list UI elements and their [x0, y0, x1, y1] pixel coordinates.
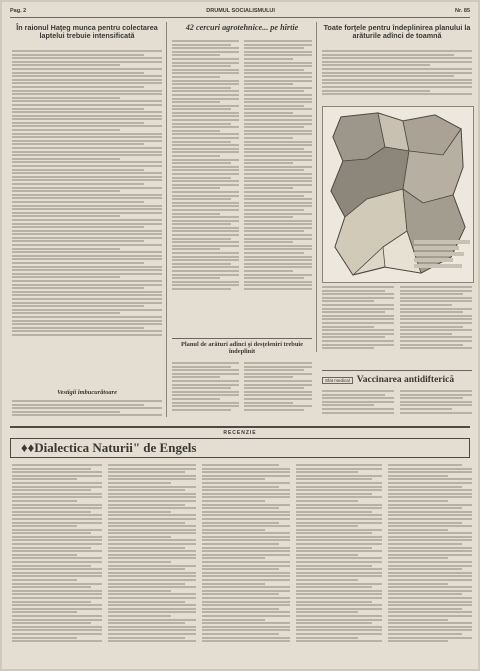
- header-rule: [10, 17, 470, 18]
- article-haieg-title: În raionul Haţeg munca pentru colectarea laptelui trebuie intensificată: [16, 23, 158, 40]
- issue-number: Nr. 85: [455, 8, 470, 14]
- column-rule: [166, 22, 167, 417]
- article-vaccinare-body-col2: [400, 390, 472, 420]
- article-aratura-body-col1: [322, 286, 394, 366]
- review-kicker: RECENZIE: [223, 430, 257, 436]
- review-body-col2: [108, 464, 196, 664]
- article-planul-body-col2: [244, 362, 312, 422]
- article-vaccinare-body-col1: [322, 390, 394, 420]
- article-aratura-body-col2: [400, 286, 472, 366]
- section-rule: [322, 370, 472, 371]
- section-rule: [172, 338, 312, 339]
- article-vestigii-body: [12, 400, 162, 422]
- article-cercuri-title: 42 cercuri agrotehnice... pe hîrtie: [185, 23, 299, 32]
- review-body-col3: [202, 464, 290, 664]
- review-body-col5: [388, 464, 472, 664]
- article-cercuri-body-col2: [244, 40, 312, 335]
- article-vaccinare-header: [322, 374, 472, 386]
- column-rule: [316, 22, 317, 352]
- newspaper-name: DRUMUL SOCIALISMULUI: [206, 8, 275, 14]
- newspaper-page: [2, 2, 478, 669]
- map-legend: [414, 240, 470, 278]
- article-planul-title: Planul de arături adînci şi desţeleniri trebuie îndeplinit: [180, 341, 303, 355]
- page-number: Pag. 2: [10, 8, 27, 14]
- review-rule-top: [10, 426, 470, 428]
- review-title: ♦♦Dialectica Naturii" de Engels: [10, 438, 470, 458]
- article-aratura-title: Toate forţele pentru îndeplinirea planului la arăturile adînci de toamnă: [323, 23, 471, 40]
- article-haieg-body: [12, 50, 162, 400]
- article-vestigii-title: Vestigii îmbucurătoare: [57, 389, 117, 396]
- article-cercuri-body-col1: [172, 40, 239, 335]
- article-aratura-lead: [322, 50, 472, 102]
- article-vaccinare-kicker: Sfat medical: [322, 377, 353, 384]
- review-body-col4: [296, 464, 382, 664]
- page-header: [10, 6, 470, 16]
- article-planul-body-col1: [172, 362, 239, 422]
- review-body-col1: [12, 464, 102, 664]
- article-vaccinare-title: Vaccinarea antidifterică: [356, 375, 455, 385]
